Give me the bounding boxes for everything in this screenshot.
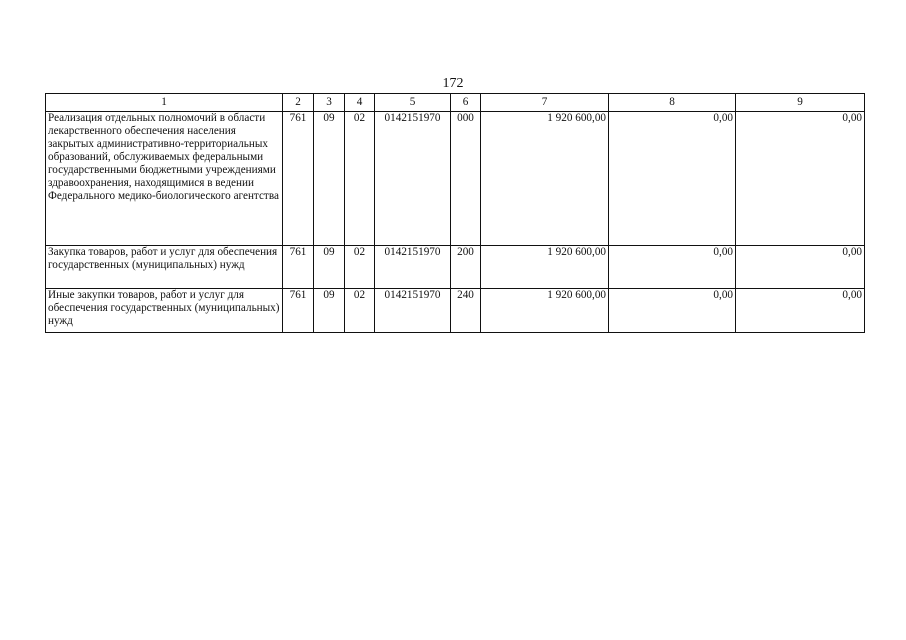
header-col-9: 9 bbox=[736, 94, 865, 112]
header-row bbox=[46, 94, 865, 112]
target-article-code: 0142151970 bbox=[375, 112, 451, 246]
subsection-code: 02 bbox=[345, 289, 375, 333]
target-article-code: 0142151970 bbox=[375, 246, 451, 289]
amount-col-8: 0,00 bbox=[609, 289, 736, 333]
header-col-5: 5 bbox=[375, 94, 451, 112]
subsection-code: 02 bbox=[345, 246, 375, 289]
target-article-code: 0142151970 bbox=[375, 289, 451, 333]
amount-col-9: 0,00 bbox=[736, 246, 865, 289]
expense-type-code: 200 bbox=[451, 246, 481, 289]
section-code: 09 bbox=[314, 112, 345, 246]
header-col-2: 2 bbox=[283, 94, 314, 112]
header-col-4: 4 bbox=[345, 94, 375, 112]
amount-col-9: 0,00 bbox=[736, 112, 865, 246]
ministry-code: 761 bbox=[283, 112, 314, 246]
ministry-code: 761 bbox=[283, 289, 314, 333]
amount-col-8: 0,00 bbox=[609, 246, 736, 289]
table-header bbox=[46, 94, 865, 112]
amount-col-7: 1 920 600,00 bbox=[481, 112, 609, 246]
section-code: 09 bbox=[314, 246, 345, 289]
header-col-6: 6 bbox=[451, 94, 481, 112]
subsection-code: 02 bbox=[345, 112, 375, 246]
row-name: Закупка товаров, работ и услуг для обеспечения государственных (муниципальных) нужд bbox=[46, 246, 283, 289]
row-name: Иные закупки товаров, работ и услуг для обеспечения государственных (муниципальных) нужд bbox=[46, 289, 283, 333]
section-code: 09 bbox=[314, 289, 345, 333]
budget-table bbox=[45, 93, 865, 333]
header-col-1: 1 bbox=[46, 94, 283, 112]
row-name: Реализация отдельных полномочий в области лекарственного обеспечения населения закрытых административно-территориальных образований, обслуживаемых федеральными государственными бюджетными учреждениями здравоохранения, находящимися в ведении Федерального медико-биологического агентства bbox=[46, 112, 283, 246]
table-row bbox=[46, 246, 865, 289]
amount-col-7: 1 920 600,00 bbox=[481, 289, 609, 333]
amount-col-7: 1 920 600,00 bbox=[481, 246, 609, 289]
table-row bbox=[46, 112, 865, 246]
header-col-3: 3 bbox=[314, 94, 345, 112]
page-number: 172 bbox=[442, 76, 464, 91]
table-row bbox=[46, 289, 865, 333]
amount-col-8: 0,00 bbox=[609, 112, 736, 246]
header-col-8: 8 bbox=[609, 94, 736, 112]
amount-col-9: 0,00 bbox=[736, 289, 865, 333]
expense-type-code: 000 bbox=[451, 112, 481, 246]
table-body bbox=[46, 112, 865, 333]
expense-type-code: 240 bbox=[451, 289, 481, 333]
header-col-7: 7 bbox=[481, 94, 609, 112]
ministry-code: 761 bbox=[283, 246, 314, 289]
